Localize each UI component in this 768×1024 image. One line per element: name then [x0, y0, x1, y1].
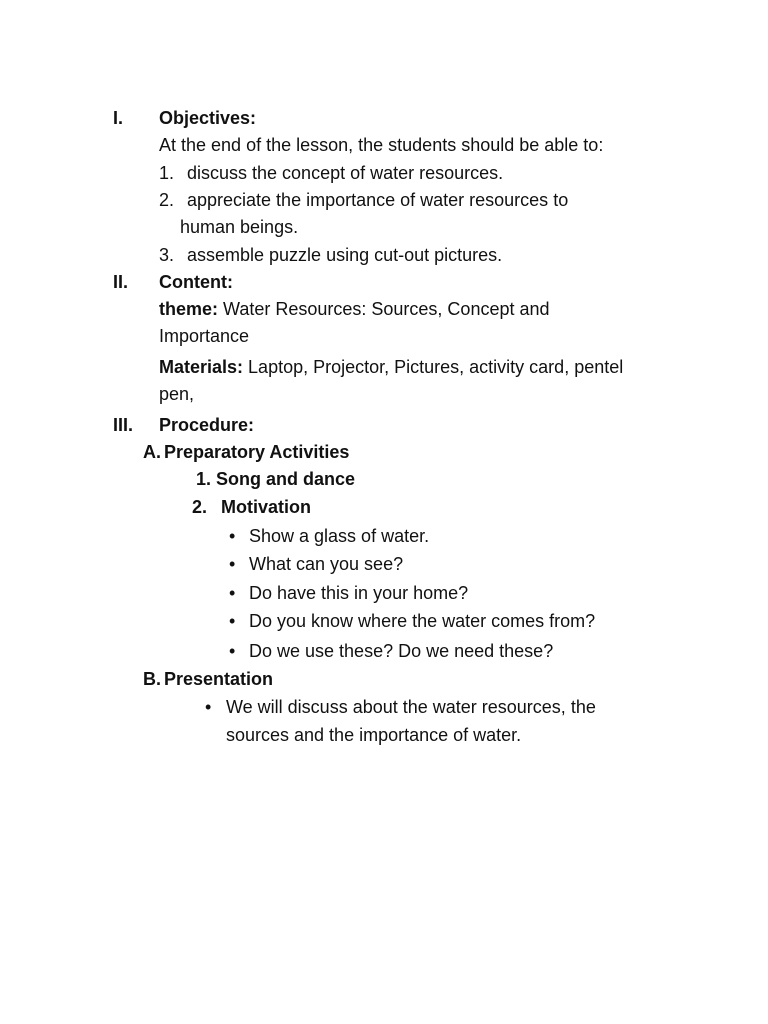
part-letter-a: A. — [143, 442, 161, 462]
objective-text-2: appreciate the importance of water resources to — [187, 190, 569, 210]
theme-text-continued: Importance — [159, 326, 250, 346]
section-heading-procedure: Procedure: — [159, 415, 255, 435]
objectives-intro: At the end of the lesson, the students should be able to: — [159, 135, 604, 155]
objective-number-3: 3. — [159, 245, 175, 265]
section-heading-content: Content: — [159, 272, 233, 292]
step-number-2: 2. — [192, 497, 208, 517]
objective-text-2-continued: human beings. — [180, 217, 299, 237]
materials-label: Materials: — [159, 357, 244, 377]
theme-text: Water Resources: Sources, Concept and — [218, 299, 550, 319]
motivation-bullet-1: Show a glass of water. — [249, 526, 430, 546]
motivation-bullet-4: Do you know where the water comes from? — [249, 611, 596, 631]
objective-number-1: 1. — [159, 163, 175, 183]
step-title-motivation: Motivation — [221, 497, 311, 517]
materials-text-continued: pen, — [159, 384, 195, 404]
bullet-glyph: • — [229, 526, 236, 546]
bullet-glyph: • — [229, 611, 236, 631]
part-letter-b: B. — [143, 669, 161, 689]
motivation-bullet-5: Do we use these? Do we need these? — [249, 641, 554, 661]
part-title-preparatory-activities: Preparatory Activities — [164, 442, 350, 462]
materials-text: Laptop, Projector, Pictures, activity card, pentel — [243, 357, 624, 377]
objective-text-1: discuss the concept of water resources. — [187, 163, 504, 183]
step-title-song-and-dance: Song and dance — [216, 469, 356, 489]
bullet-glyph: • — [229, 641, 236, 661]
part-title-presentation: Presentation — [164, 669, 274, 689]
step-number-1: 1. — [196, 469, 212, 489]
objective-text-3: assemble puzzle using cut-out pictures. — [187, 245, 503, 265]
objective-number-2: 2. — [159, 190, 175, 210]
section-numeral-3: III. — [113, 415, 134, 435]
theme-label: theme: — [159, 299, 219, 319]
section-numeral-1: I. — [113, 108, 124, 128]
bullet-glyph: • — [229, 554, 236, 574]
presentation-bullet-1-continued: sources and the importance of water. — [226, 725, 522, 745]
presentation-bullet-1: We will discuss about the water resources, the — [226, 697, 596, 717]
theme-line — [159, 298, 550, 320]
motivation-bullet-2: What can you see? — [249, 554, 404, 574]
section-heading-objectives: Objectives: — [159, 108, 257, 128]
bullet-glyph: • — [229, 583, 236, 603]
bullet-glyph: • — [205, 697, 212, 717]
materials-line — [159, 356, 623, 378]
motivation-bullet-3: Do have this in your home? — [249, 583, 469, 603]
section-numeral-2: II. — [113, 272, 129, 292]
